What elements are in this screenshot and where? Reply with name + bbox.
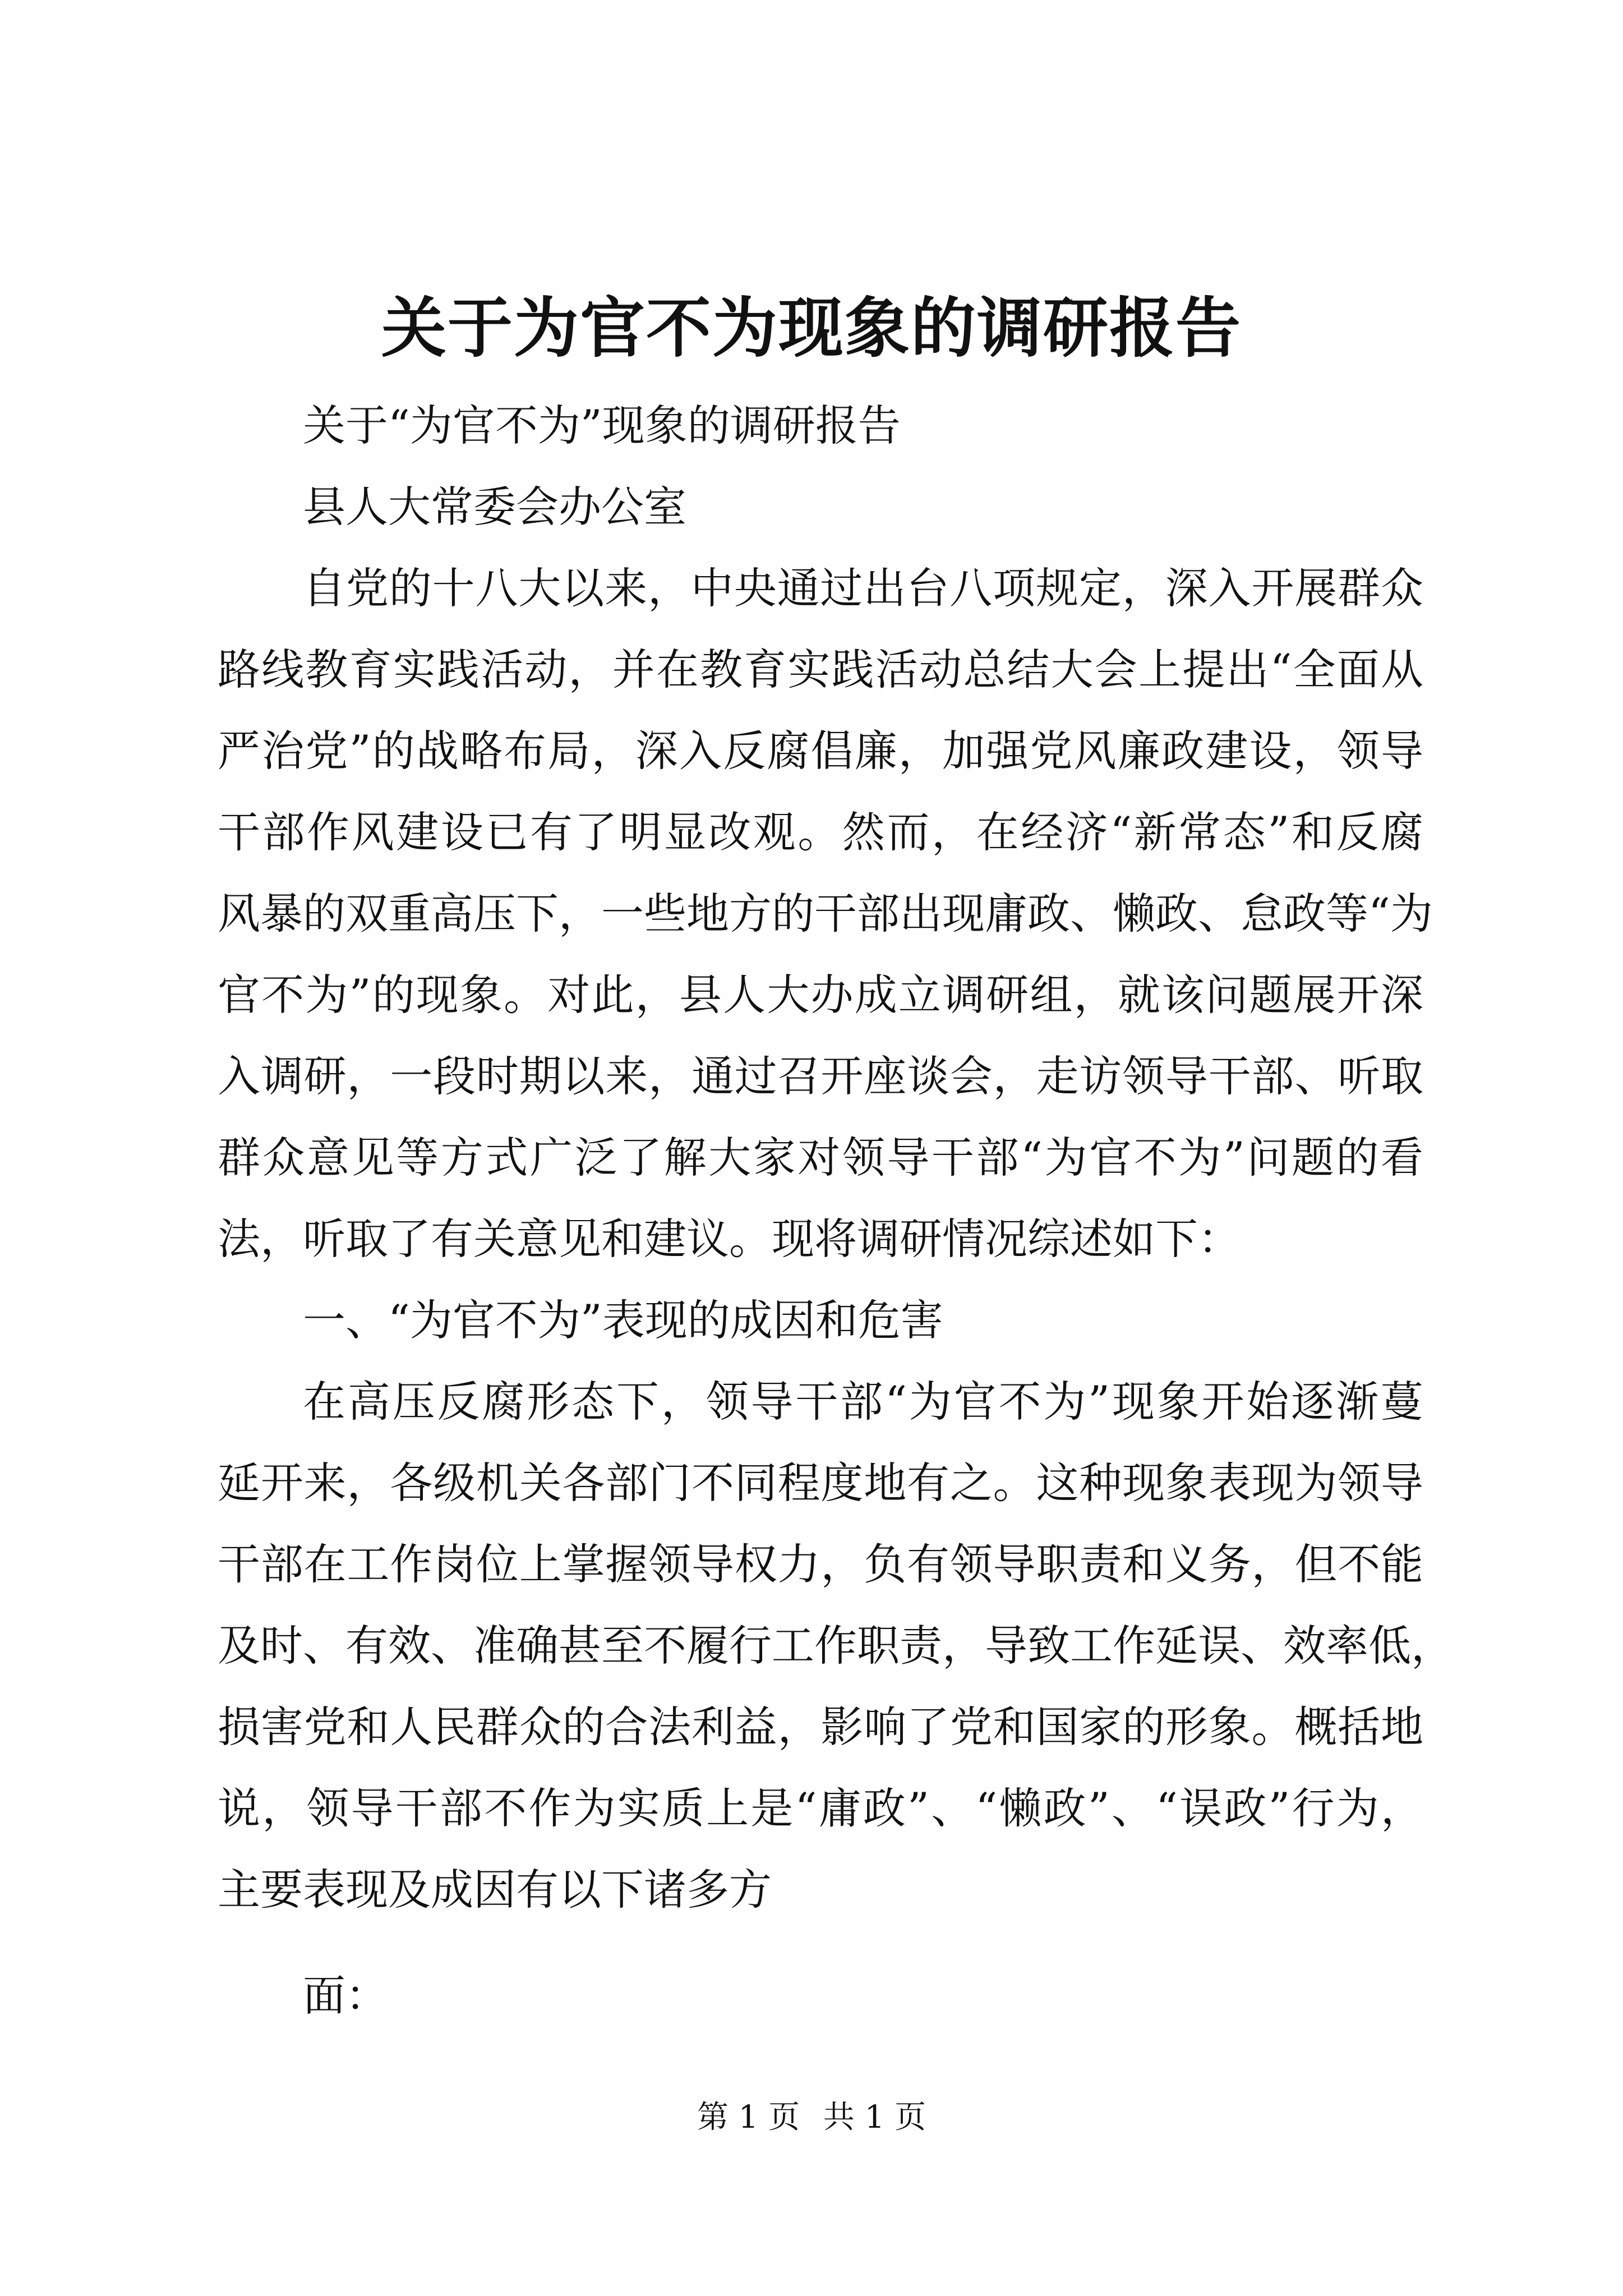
paragraph-line: 法，听取了有关意见和建议。现将调研情况综述如下： bbox=[218, 1214, 1241, 1264]
paragraph-line: 及时、有效、准确甚至不履行工作职责，导致工作延误、效率低， bbox=[218, 1621, 1454, 1671]
paragraph-line: 延开来，各级机关各部门不同程度地有之。这种现象表现为领导 bbox=[218, 1458, 1423, 1508]
paragraph-continuation: 面： bbox=[303, 1971, 388, 2021]
paragraph-line: 损害党和人民群众的合法利益，影响了党和国家的形象。概括地 bbox=[218, 1702, 1423, 1752]
paragraph-line: 严治党”的战略布局，深入反腐倡廉，加强党风廉政建设，领导 bbox=[218, 726, 1423, 776]
paragraph-line: 干部作风建设已有了明显改观。然而，在经济“新常态”和反腐 bbox=[218, 807, 1423, 857]
paragraph-intro bbox=[218, 547, 1433, 1280]
paragraph-line: 在高压反腐形态下，领导干部“为官不为”现象开始逐渐蔓 bbox=[303, 1377, 1423, 1427]
paragraph-line: 入调研，一段时期以来，通过召开座谈会，走访领导干部、听取 bbox=[218, 1051, 1423, 1101]
document-subtitle: 关于“为官不为”现象的调研报告 bbox=[303, 401, 901, 450]
paragraph-spacer bbox=[218, 1930, 1423, 1955]
paragraph-causes bbox=[218, 1361, 1454, 1930]
paragraph-line: 干部在工作岗位上掌握领导权力，负有领导职责和义务，但不能 bbox=[218, 1539, 1423, 1589]
paragraph-line: 风暴的双重高压下，一些地方的干部出现庸政、懒政、怠政等“为 bbox=[218, 889, 1433, 938]
document-author: 县人大常委会办公室 bbox=[303, 482, 686, 532]
paragraph-line: 主要表现及成因有以下诸多方 bbox=[218, 1865, 772, 1915]
paragraph-line: 说，领导干部不作为实质上是“庸政”、“懒政”、“误政”行为， bbox=[218, 1783, 1423, 1833]
document-title: 关于为官不为现象的调研报告 bbox=[381, 290, 1242, 366]
section-heading: 一、“为官不为”表现的成因和危害 bbox=[303, 1295, 943, 1345]
paragraph-line: 路线教育实践活动，并在教育实践活动总结大会上提出“全面从 bbox=[218, 645, 1423, 694]
page-number: 第 1 页 bbox=[697, 2099, 800, 2136]
page-total: 共 1 页 bbox=[823, 2099, 926, 2136]
document-body bbox=[218, 385, 1454, 2036]
page-footer bbox=[0, 2098, 1623, 2137]
paragraph-line: 群众意见等方式广泛了解大家对领导干部“为官不为”问题的看 bbox=[218, 1133, 1423, 1182]
paragraph-line: 自党的十八大以来，中央通过出台八项规定，深入开展群众 bbox=[303, 563, 1423, 613]
paragraph-line: 官不为”的现象。对此，县人大办成立调研组，就该问题展开深 bbox=[218, 970, 1423, 1020]
